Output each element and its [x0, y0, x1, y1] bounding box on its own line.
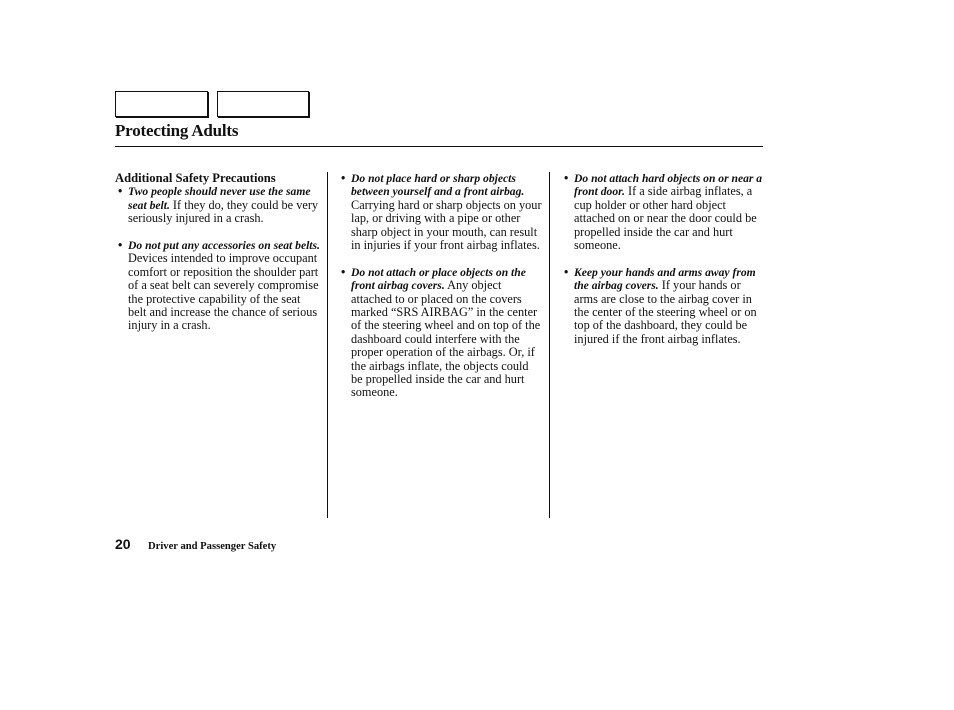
bullet-dot-icon: • — [118, 238, 123, 253]
page-number: 20 — [115, 536, 131, 552]
text-column-1 — [115, 172, 320, 346]
bullet-body: If your hands or arms are close to the airbag cover in the center of the steering wheel or on top of the dashboard, they could be injured if the front airbag inflates. — [574, 278, 757, 346]
bullet-lead: Do not attach or place objects on the front airbag covers. — [351, 265, 526, 293]
bullet-dot-icon: • — [341, 171, 346, 185]
bullet-item — [115, 239, 320, 333]
header-tab-box-left — [115, 91, 208, 117]
footer-section-label: Driver and Passenger Safety — [148, 541, 277, 552]
bullet-lead: Do not put any accessories on seat belts. — [128, 239, 320, 253]
column-divider-2 — [549, 172, 550, 518]
bullet-lead: Two people should never use the same seat belt. — [128, 185, 311, 212]
text-column-2 — [338, 172, 543, 413]
bullet-dot-icon: • — [564, 171, 569, 185]
column-divider-1 — [327, 172, 328, 518]
bullet-lead: Do not place hard or sharp objects between yourself and a front airbag. — [351, 172, 525, 199]
bullet-body: If a side airbag inflates, a cup holder or other hard object attached on or near the door could be propelled inside the car and hurt someone. — [574, 184, 757, 253]
bullet-lead: Do not attach hard objects on or near a front door. — [574, 172, 763, 199]
bullet-body: If they do, they could be very seriously injured in a crash. — [128, 197, 319, 226]
bullet-lead: Keep your hands and arms away from the airbag covers. — [574, 265, 756, 293]
bullet-body: Carrying hard or sharp objects on your lap, or driving with a pipe or other sharp object in your mouth, can result in injuries if your front airbag inflates. — [351, 197, 542, 253]
page-title: Protecting Adults — [115, 121, 239, 140]
bullet-dot-icon: • — [118, 184, 123, 199]
bullet-dot-icon: • — [341, 264, 346, 279]
bullet-body: Devices intended to improve occupant comfort or reposition the shoulder part of a seat belt can severely compromise the protective capability of the seat belt and increase the chance of serious injury in a crash. — [128, 251, 319, 333]
section-heading: Additional Safety Precautions — [115, 171, 276, 185]
bullet-item — [561, 172, 766, 252]
bullet-item — [115, 185, 320, 225]
header-tab-box-right — [217, 91, 309, 117]
bullet-body: Any object attached to or placed on the covers marked “SRS AIRBAG” in the center of the steering wheel and on top of the dashboard could interfere with the proper operation of the airbags. Or, if the airbags inflate, the objects could be propelled inside the car and hurt someone. — [351, 278, 541, 400]
bullet-item — [338, 172, 543, 252]
bullet-dot-icon: • — [564, 264, 569, 279]
title-divider — [115, 146, 763, 147]
bullet-item — [338, 266, 543, 400]
bullet-item — [561, 266, 766, 346]
text-column-3 — [561, 172, 766, 360]
